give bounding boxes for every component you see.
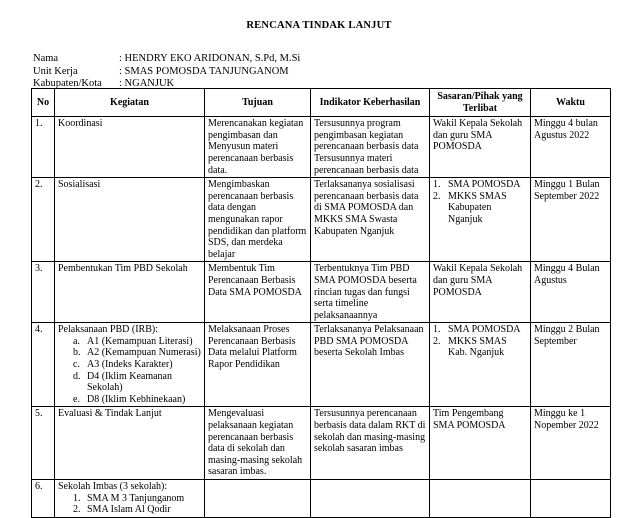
cell-waktu: Minggu ke 1 Nopember 2022	[531, 407, 611, 480]
identity-block	[33, 53, 300, 91]
cell-waktu: Minggu 4 Bulan Agustus	[531, 262, 611, 323]
cell-no: 2.	[32, 178, 55, 262]
kegiatan-list	[58, 336, 201, 406]
cell-sasaran: Wakil Kepala Sekolah dan guru SMA POMOSDA	[430, 117, 531, 178]
list-text: A3 (Indeks Karakter)	[87, 359, 173, 371]
meta-value: : HENDRY EKO ARIDONAN, S.Pd, M.Si	[119, 53, 301, 64]
list-item	[433, 191, 527, 226]
header-no: No	[32, 89, 55, 117]
list-text: A1 (Kemampuan Literasi)	[87, 335, 193, 347]
table-row	[32, 178, 611, 262]
table-header-row	[32, 89, 611, 117]
cell-kegiatan: Evaluasi & Tindak Lanjut	[55, 407, 205, 480]
list-item	[433, 336, 527, 359]
list-item	[73, 504, 201, 516]
cell-indikator: Tersusunnya program pengimbasan kegiatan perencanaan berbasis data Tersusunnya materi perencanaan berbasis data	[311, 117, 430, 178]
sasaran-list	[433, 179, 527, 225]
plan-table	[31, 88, 611, 518]
kegiatan-heading: Pelaksanaan PBD (IRB):	[58, 324, 158, 336]
table-row	[32, 323, 611, 407]
list-text: MKKS SMAS Kabupaten Nganjuk	[448, 190, 507, 225]
cell-kegiatan: Koordinasi	[55, 117, 205, 178]
list-marker: 1.	[73, 492, 81, 504]
list-item	[73, 371, 201, 394]
list-marker: 1.	[433, 179, 441, 191]
list-item	[433, 324, 527, 336]
cell-indikator: Terbentuknya Tim PBD SMA POMOSDA beserta rincian tugas dan fungsi serta timeline pelaksanaannya	[311, 262, 430, 323]
list-text: MKKS SMAS Kab. Nganjuk	[448, 335, 507, 359]
meta-key: Nama	[33, 53, 59, 64]
cell-sasaran	[430, 480, 531, 518]
cell-sasaran: Tim Pengembang SMA POMOSDA	[430, 407, 531, 480]
header-kegiatan: Kegiatan	[55, 89, 205, 117]
cell-sasaran: Wakil Kepala Sekolah dan guru SMA POMOSDA	[430, 262, 531, 323]
cell-no: 1.	[32, 117, 55, 178]
kegiatan-list	[58, 493, 201, 516]
table-row	[32, 480, 611, 518]
cell-kegiatan	[55, 323, 205, 407]
meta-value: : NGANJUK	[119, 78, 175, 89]
cell-indikator: Terlaksananya Pelaksanaan PBD SMA POMOSDA beserta Sekolah Imbas	[311, 323, 430, 407]
meta-value: : SMAS POMOSDA TANJUNGANOM	[119, 65, 289, 77]
table-row	[32, 407, 611, 480]
list-marker: a.	[73, 335, 80, 347]
cell-waktu: Minggu 1 Bulan September 2022	[531, 178, 611, 262]
list-item	[73, 493, 201, 505]
list-marker: 2.	[73, 504, 81, 516]
cell-tujuan: Mengimbaskan perencanaan berbasis data dengan mengunakan rapor pendidikan dan platform SDS, dan merdeka belajar	[205, 178, 311, 262]
header-indikator: Indikator Keberhasilan	[311, 89, 430, 117]
page-title: RENCANA TINDAK LANJUT	[246, 20, 392, 31]
cell-kegiatan	[55, 480, 205, 518]
list-marker: d.	[73, 370, 81, 382]
meta-row-unit-kerja	[33, 66, 300, 79]
cell-waktu: Minggu 4 bulan Agustus 2022	[531, 117, 611, 178]
cell-waktu	[531, 480, 611, 518]
cell-tujuan: Merencanakan kegiatan pengimbasan dan Menyusun materi perencanaan berbasis data.	[205, 117, 311, 178]
cell-sasaran	[430, 323, 531, 407]
cell-indikator	[311, 480, 430, 518]
list-marker: 2.	[433, 190, 441, 202]
table-row	[32, 262, 611, 323]
cell-tujuan: Mengevaluasi pelaksanaan kegiatan perencanaan berbasis data di sekolah dan masing-masing sekolah sasaran imbas.	[205, 407, 311, 480]
cell-tujuan: Melaksanaan Proses Perencanaan Berbasis Data melalui Platform Rapor Pendidikan	[205, 323, 311, 407]
cell-tujuan: Membentuk Tim Perencanaan Berbasis Data SMA POMOSDA	[205, 262, 311, 323]
cell-indikator: Tersusunnya perencanaan berbasis data dalam RKT di sekolah dan masing-masing sekolah sasaran imbas	[311, 407, 430, 480]
list-item	[73, 359, 201, 371]
list-marker: b.	[73, 347, 81, 359]
list-marker: 1.	[433, 324, 441, 336]
list-item	[73, 394, 201, 406]
meta-key: Unit Kerja	[33, 65, 78, 77]
cell-waktu: Minggu 2 Bulan September	[531, 323, 611, 407]
cell-no: 3.	[32, 262, 55, 323]
list-text: SMA POMOSDA	[448, 324, 521, 336]
list-item	[73, 347, 201, 359]
list-text: D4 (Iklim Keamanan Sekolah)	[87, 370, 172, 394]
meta-key: Kabupaten/Kota	[33, 78, 102, 89]
cell-kegiatan: Sosialisasi	[55, 178, 205, 262]
header-waktu: Waktu	[531, 89, 611, 117]
cell-kegiatan: Pembentukan Tim PBD Sekolah	[55, 262, 205, 323]
list-item	[73, 336, 201, 348]
list-text: SMA M 3 Tanjunganom	[87, 492, 185, 504]
cell-no: 5.	[32, 407, 55, 480]
list-marker: 2.	[433, 335, 441, 347]
table-row	[32, 117, 611, 178]
list-text: A2 (Kemampuan Numerasi)	[87, 347, 201, 359]
list-text: SMA Islam Al Qodir	[87, 504, 171, 516]
cell-indikator: Terlaksananya sosialisasi perencanaan berbasis data di SMA POMOSDA dan MKKS SMA Swasta Kabupaten Nganjuk	[311, 178, 430, 262]
list-item	[433, 179, 527, 191]
cell-no: 4.	[32, 323, 55, 407]
header-sasaran: Sasaran/Pihak yang Terlibat	[430, 89, 531, 117]
list-marker: e.	[73, 393, 80, 405]
cell-sasaran	[430, 178, 531, 262]
cell-no: 6.	[32, 480, 55, 518]
header-tujuan: Tujuan	[205, 89, 311, 117]
sasaran-list	[433, 324, 527, 359]
kegiatan-heading: Sekolah Imbas (3 sekolah):	[58, 481, 168, 492]
meta-row-nama	[33, 53, 300, 66]
list-marker: c.	[73, 359, 80, 371]
list-text: D8 (Iklim Kebhinekaan)	[87, 393, 186, 405]
cell-tujuan	[205, 480, 311, 518]
list-text: SMA POMOSDA	[448, 179, 521, 191]
